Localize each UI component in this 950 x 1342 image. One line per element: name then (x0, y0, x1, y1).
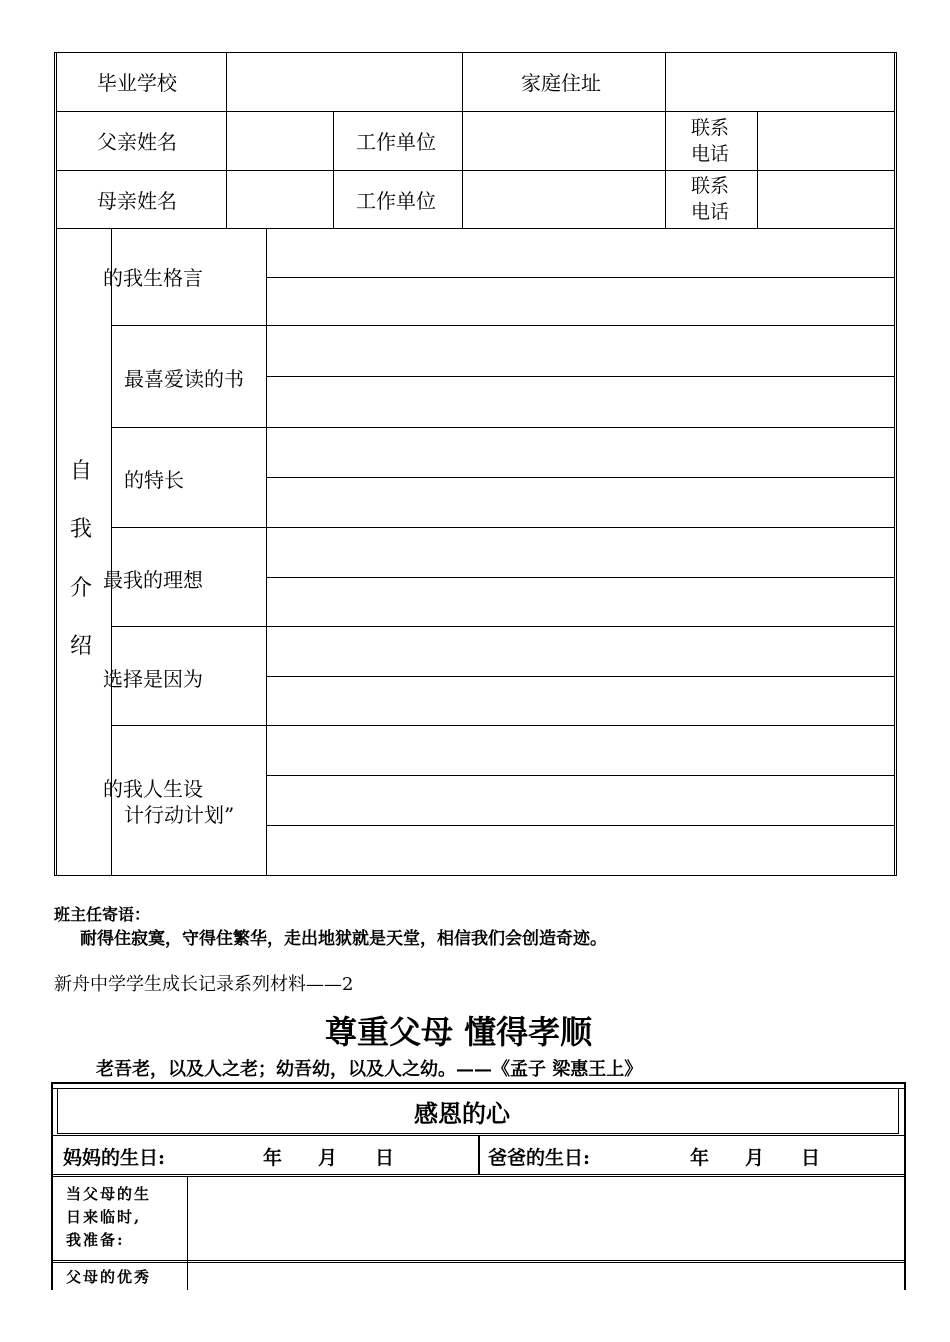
birthday-prep-label: 当父母的生 (66, 1185, 152, 1203)
life-plan-label: 的我人生设 (103, 777, 203, 801)
self-intro-char-3: 介 (70, 576, 93, 601)
teacher-note-text: 耐得住寂寞，守得住繁华，走出地狱就是天堂，相信我们会创造奇迹。 (80, 929, 607, 949)
grad-school-label: 毕业学校 (97, 71, 177, 95)
gratitude-header: 感恩的心 (414, 1099, 510, 1128)
mother-name-label: 母亲姓名 (97, 189, 177, 213)
self-intro-char-1: 自 (70, 459, 93, 484)
mom-day-label: 日 (375, 1147, 395, 1169)
ideal-label: 最我的理想 (103, 568, 203, 592)
mother-phone-label-line2: 电话 (691, 201, 730, 223)
mom-year-label: 年 (263, 1147, 283, 1169)
self-intro-char-4: 绍 (70, 634, 93, 659)
motto-label: 的我生格言 (103, 266, 203, 290)
series-line: 新舟中学学生成长记录系列材料——2 (54, 974, 354, 995)
father-work-label: 工作单位 (356, 130, 436, 154)
mother-work-label: 工作单位 (356, 189, 436, 213)
dad-birthday-label: 爸爸的生日: (488, 1147, 591, 1169)
birthday-prep-label-line2: 日来临时, (66, 1208, 142, 1226)
favorite-book-label: 最喜爱读的书 (124, 367, 244, 391)
parent-virtues-label: 父母的优秀 (66, 1268, 152, 1286)
father-phone-label-line2: 电话 (691, 143, 730, 165)
dad-day-label: 日 (801, 1147, 821, 1169)
father-phone-label: 联系 (691, 117, 730, 139)
mom-birthday-label: 妈妈的生日: (63, 1147, 166, 1169)
section-title: 尊重父母 懂得孝顺 (325, 1013, 593, 1051)
dad-year-label: 年 (690, 1147, 710, 1169)
self-intro-char-2: 我 (70, 517, 93, 542)
specialty-label: 的特长 (124, 468, 184, 492)
mother-phone-label: 联系 (691, 175, 730, 197)
life-plan-label-line2: 计行动计划” (124, 803, 235, 827)
birthday-prep-label-line3: 我准备: (66, 1231, 125, 1249)
reason-label: 选择是因为 (103, 667, 203, 691)
father-name-label: 父亲姓名 (97, 130, 177, 154)
dad-month-label: 月 (745, 1147, 765, 1169)
teacher-note-label: 班主任寄语： (54, 905, 151, 924)
home-address-label: 家庭住址 (521, 71, 601, 95)
mom-month-label: 月 (318, 1147, 338, 1169)
section-quote: 老吾老，以及人之老；幼吾幼，以及人之幼。——《孟子 梁惠王上》 (96, 1059, 643, 1080)
